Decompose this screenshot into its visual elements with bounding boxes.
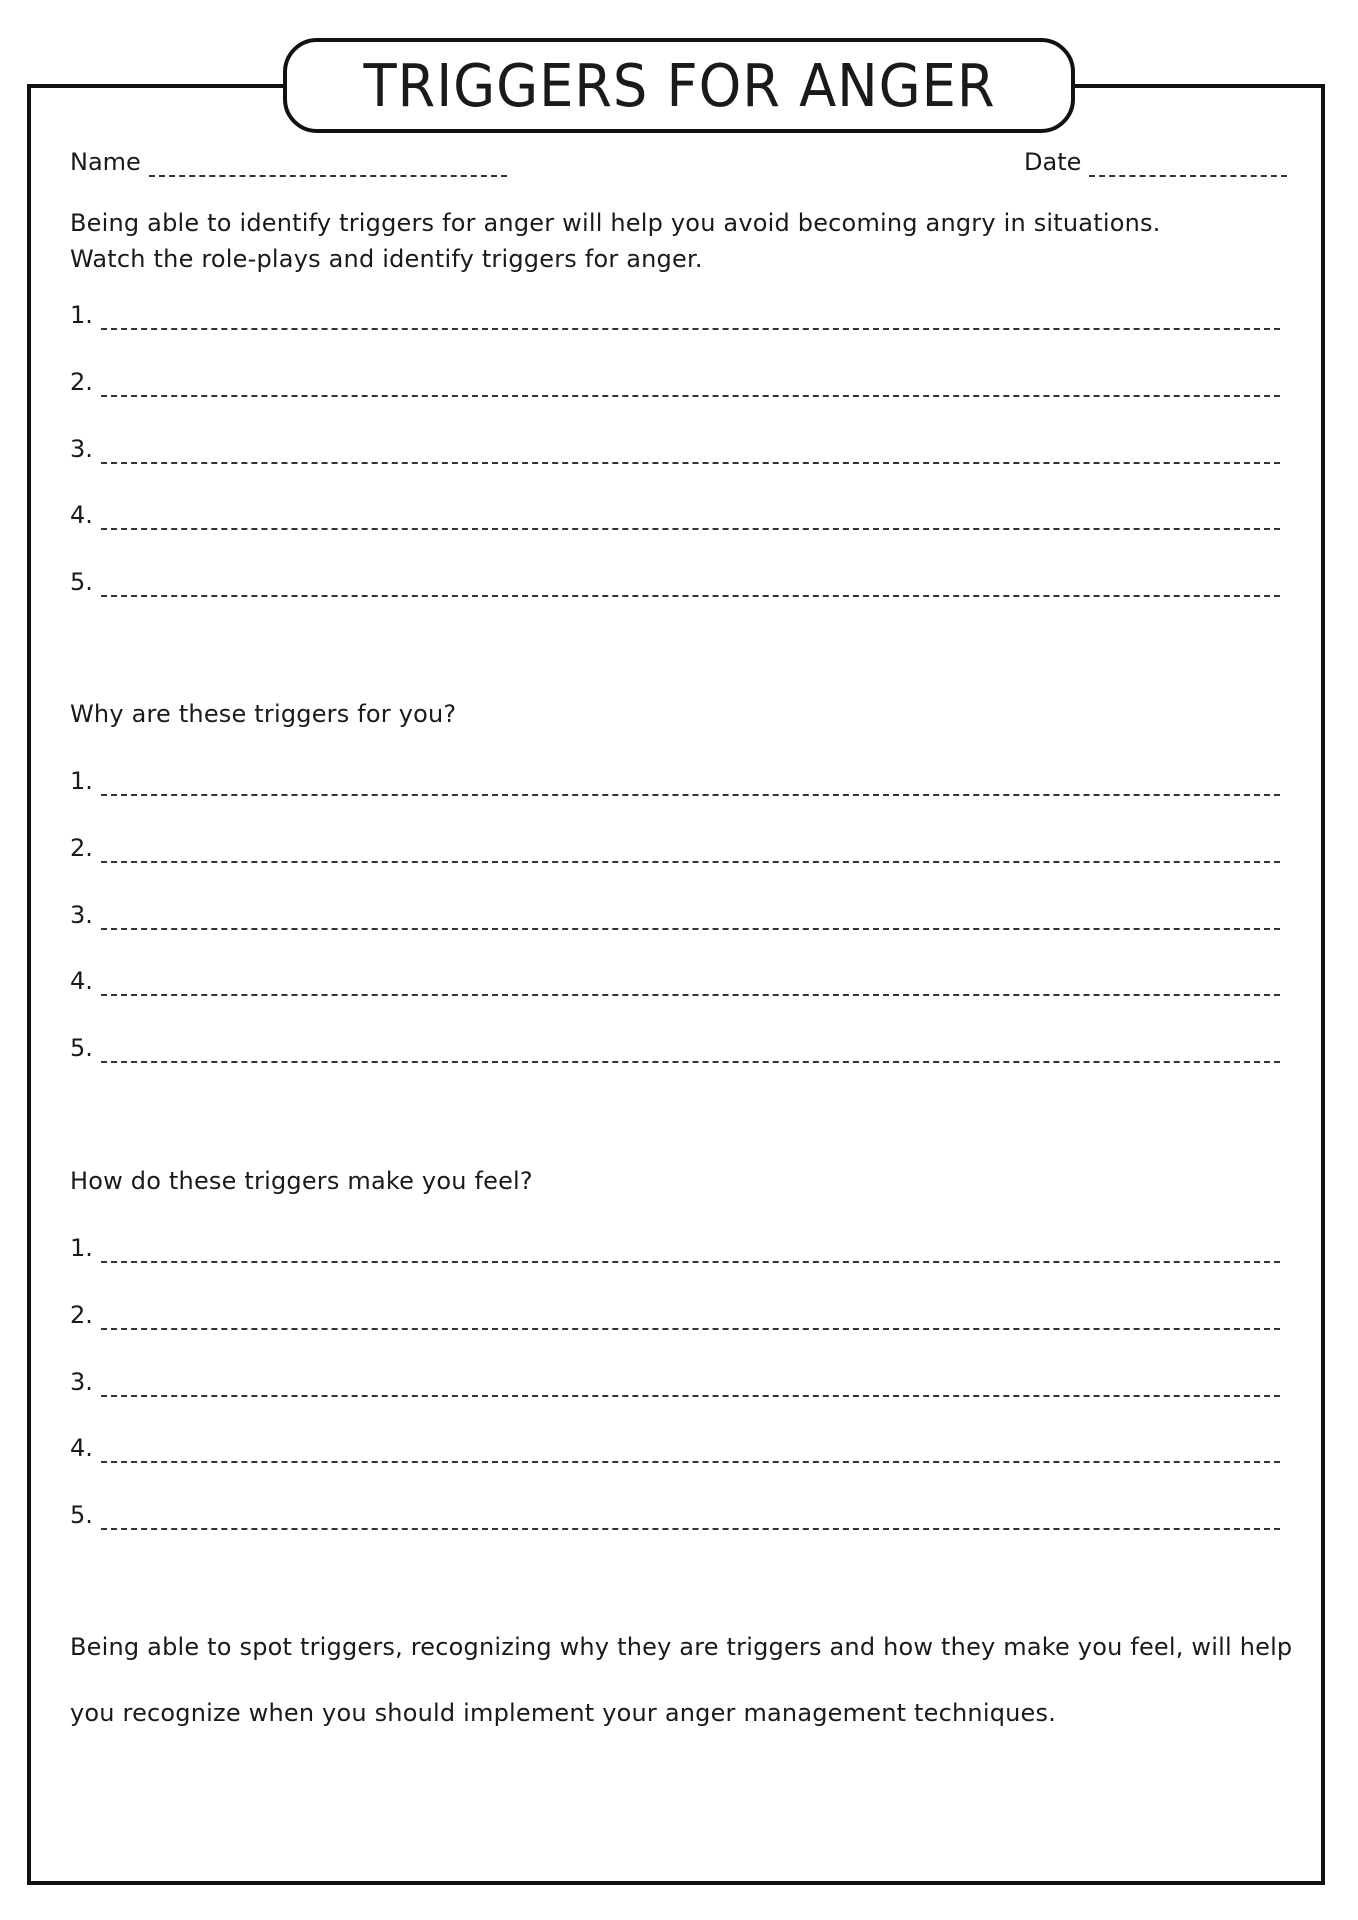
intro-line-1: Being able to identify triggers for anger will help you avoid becoming angry in situations. (70, 209, 1161, 237)
item-number: 2. (70, 368, 93, 396)
item-number: 5. (70, 568, 93, 596)
answer-line[interactable] (101, 978, 1280, 996)
trigger-answer-5[interactable] (70, 563, 1280, 597)
answer-line[interactable] (101, 1445, 1280, 1463)
answer-line[interactable] (101, 778, 1280, 796)
item-number: 3. (70, 1368, 93, 1396)
date-field[interactable] (1024, 147, 1287, 177)
answer-line[interactable] (101, 579, 1280, 597)
name-blank-line[interactable] (149, 157, 507, 177)
page-title: TRIGGERS FOR ANGER (362, 51, 996, 120)
answer-line[interactable] (101, 1512, 1280, 1530)
trigger-answer-2[interactable] (70, 363, 1280, 397)
item-number: 1. (70, 301, 93, 329)
answer-line[interactable] (101, 379, 1280, 397)
item-number: 3. (70, 901, 93, 929)
feel-answer-1[interactable] (70, 1229, 1280, 1263)
answer-line[interactable] (101, 512, 1280, 530)
feel-answer-4[interactable] (70, 1429, 1280, 1463)
trigger-answer-3[interactable] (70, 430, 1280, 464)
trigger-answer-1[interactable] (70, 296, 1280, 330)
answer-line[interactable] (101, 1245, 1280, 1263)
feel-answer-3[interactable] (70, 1363, 1280, 1397)
why-answer-4[interactable] (70, 962, 1280, 996)
title-banner (283, 38, 1075, 133)
name-label: Name (70, 148, 141, 176)
closing-line-2: you recognize when you should implement your anger management techniques. (70, 1699, 1057, 1727)
why-prompt: Why are these triggers for you? (70, 700, 457, 728)
item-number: 1. (70, 767, 93, 795)
feel-answer-2[interactable] (70, 1296, 1280, 1330)
answer-line[interactable] (101, 1312, 1280, 1330)
date-label: Date (1024, 148, 1082, 176)
feel-prompt: How do these triggers make you feel? (70, 1167, 533, 1195)
item-number: 5. (70, 1501, 93, 1529)
why-answer-2[interactable] (70, 829, 1280, 863)
answer-line[interactable] (101, 312, 1280, 330)
item-number: 5. (70, 1034, 93, 1062)
header-fields (70, 147, 1290, 181)
item-number: 2. (70, 834, 93, 862)
item-number: 4. (70, 1434, 93, 1462)
date-blank-line[interactable] (1089, 157, 1287, 177)
answer-line[interactable] (101, 1379, 1280, 1397)
item-number: 4. (70, 967, 93, 995)
name-field[interactable] (70, 147, 507, 177)
answer-line[interactable] (101, 845, 1280, 863)
why-answer-3[interactable] (70, 896, 1280, 930)
why-answer-5[interactable] (70, 1029, 1280, 1063)
trigger-answer-4[interactable] (70, 496, 1280, 530)
item-number: 2. (70, 1301, 93, 1329)
answer-line[interactable] (101, 446, 1280, 464)
item-number: 3. (70, 435, 93, 463)
intro-line-2: Watch the role-plays and identify triggers for anger. (70, 245, 703, 273)
feel-answer-5[interactable] (70, 1496, 1280, 1530)
item-number: 4. (70, 501, 93, 529)
item-number: 1. (70, 1234, 93, 1262)
answer-line[interactable] (101, 1045, 1280, 1063)
answer-line[interactable] (101, 912, 1280, 930)
closing-line-1: Being able to spot triggers, recognizing why they are triggers and how they make you feel, will help (70, 1633, 1293, 1661)
why-answer-1[interactable] (70, 762, 1280, 796)
